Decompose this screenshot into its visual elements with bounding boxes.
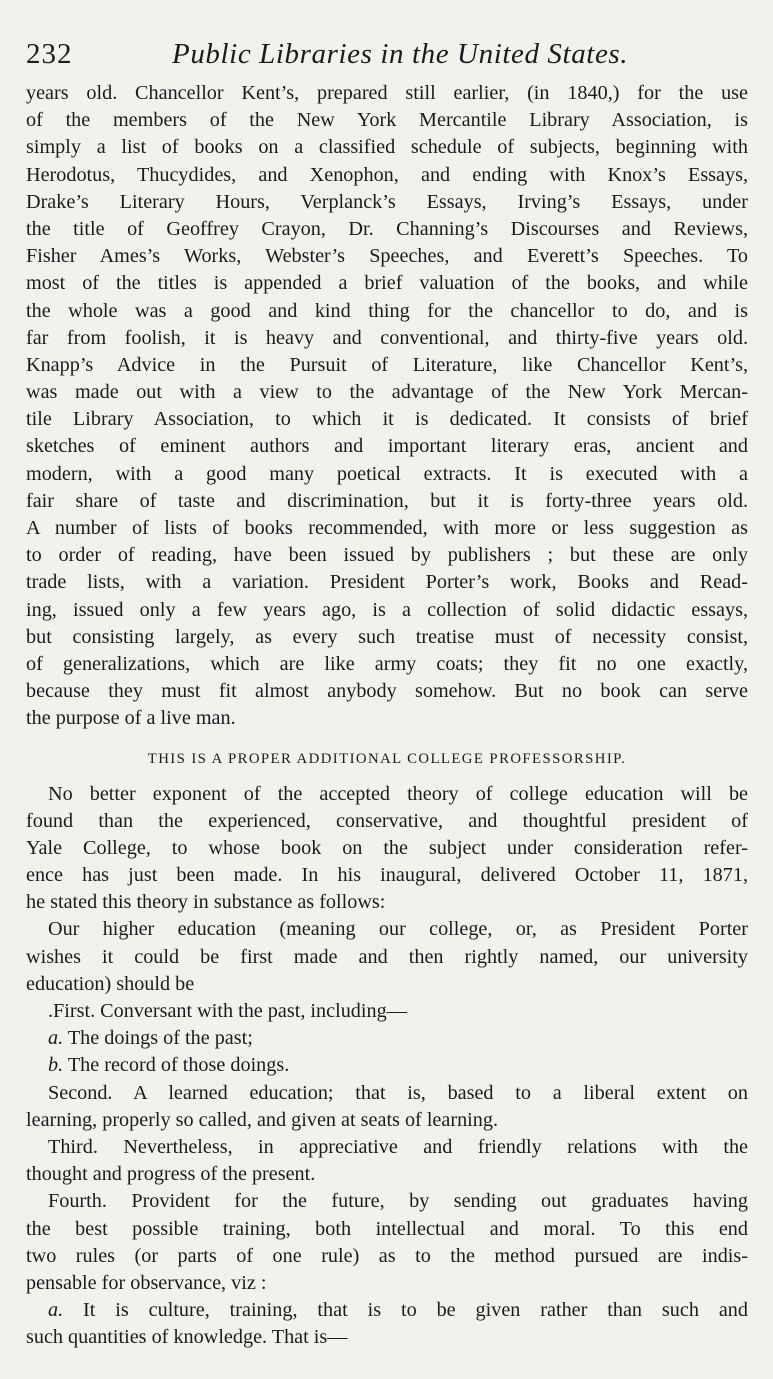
text-line: Knapp’s Advice in the Pursuit of Literature, like Chancellor Kent’s, [26,353,748,376]
paragraph-fourth [26,1188,748,1270]
text-line: A number of lists of books recommended, with more or less suggestion as [26,517,748,539]
subitem-letter: b. [48,1054,64,1077]
subitem-text: The record of those doings. [63,1054,290,1077]
text-line: two rules (or parts of one rule) as to the method pursued are indis- [26,1244,748,1267]
text-line: ence has just been made. In his inaugural, delivered October 11, 1871, [26,864,748,887]
subitem-letter: a. [48,1027,64,1050]
text-line: sketches of eminent authors and important literary eras, ancient and [26,435,748,458]
text-line: wishes it could be first made and then rightly named, our university [26,945,748,968]
paragraph-second [26,1080,748,1107]
text-line: of the members of the New York Mercantile Library Association, is [26,109,748,132]
text-line: Our higher education (meaning our college, or, as President Porter [48,918,748,941]
paragraph-exponent [26,781,748,890]
text-line: ing, issued only a few years ago, is a collection of solid didactic essays, [26,598,748,621]
paragraph-libraries [26,80,748,705]
list-subitem-b [26,1052,748,1079]
text-line: Second. A learned education; that is, based to a liberal extent on [48,1081,748,1104]
text-line: most of the titles is appended a brief valuation of the books, and while [26,272,748,295]
text-line: the title of Geoffrey Crayon, Dr. Channing’s Discourses and Reviews, [26,217,748,240]
text-line: of generalizations, which are like army coats; they fit no one exactly, [26,652,748,675]
text-line: but consisting largely, as every such treatise must of necessity consist, [26,625,748,648]
text-line: modern, with a good many poetical extracts. It is executed with a [26,462,748,485]
text-line: the best possible training, both intellectual and moral. To this end [26,1217,748,1240]
text-line: the whole was a good and kind thing for the chancellor to do, and is [26,299,748,322]
text-line: tile Library Association, to which it is dedicated. It consists of brief [26,408,748,431]
text-line: to order of reading, have been issued by publishers ; but these are only [26,544,748,567]
text-line: found than the experienced, conservative, and thoughtful president of [26,809,748,832]
running-header [26,34,746,74]
running-title: Public Libraries in the United States. [172,38,629,70]
subitem-text: The doings of the past; [63,1027,253,1050]
list-item-first: .First. Conversant with the past, including— [48,1000,407,1022]
list-subitem-culture [26,1297,748,1324]
text-line: Yale College, to whose book on the subject under consideration refer- [26,836,748,859]
paragraph-higher-education [26,916,748,970]
list-subitem-a [26,1025,748,1052]
text-line: learning, properly so called, and given at seats of learning. [26,1108,499,1131]
paragraph-third [26,1134,748,1161]
text-line: the purpose of a live man. [26,707,236,730]
text-line: was made out with a view to the advantage of the New York Mercan- [26,381,748,404]
text-line: such quantities of knowledge. That is— [26,1326,348,1349]
text-line: because they must fit almost anybody somehow. But no book can serve [26,680,748,703]
text-line: Third. Nevertheless, in appreciative and friendly relations with the [48,1135,748,1158]
text-line: years old. Chancellor Kent’s, prepared still earlier, (in 1840,) for the use [26,82,748,104]
text-line: Drake’s Literary Hours, Verplanck’s Essays, Irving’s Essays, under [26,190,748,213]
text-line: trade lists, with a variation. President Porter’s work, Books and Read- [26,571,748,594]
text-line: far from foolish, it is heavy and conventional, and thirty-five years old. [26,326,748,349]
page-number: 232 [26,38,73,70]
subitem-letter: a. [48,1299,64,1322]
text-line: simply a list of books on a classified schedule of subjects, beginning with [26,136,748,159]
text-line: education) should be [26,972,195,995]
text-line: Fisher Ames’s Works, Webster’s Speeches, and Everett’s Speeches. To [26,245,748,268]
text-line: thought and progress of the present. [26,1163,316,1186]
text-line: he stated this theory in substance as follows: [26,891,386,914]
section-heading: THIS IS A PROPER ADDITIONAL COLLEGE PROFESSORSHIP. [147,750,627,767]
text-line: fair share of taste and discrimination, but it is forty-three years old. [26,489,748,512]
text-line: Herodotus, Thucydides, and Xenophon, and ending with Knox’s Essays, [26,163,748,186]
body-text [26,80,748,1351]
subitem-text: It is culture, training, that is to be given rather than such and [63,1299,748,1322]
text-line: No better exponent of the accepted theory of college education will be [48,782,748,805]
text-line: Fourth. Provident for the future, by sending out graduates having [48,1190,748,1213]
text-line: pensable for observance, viz : [26,1271,267,1294]
